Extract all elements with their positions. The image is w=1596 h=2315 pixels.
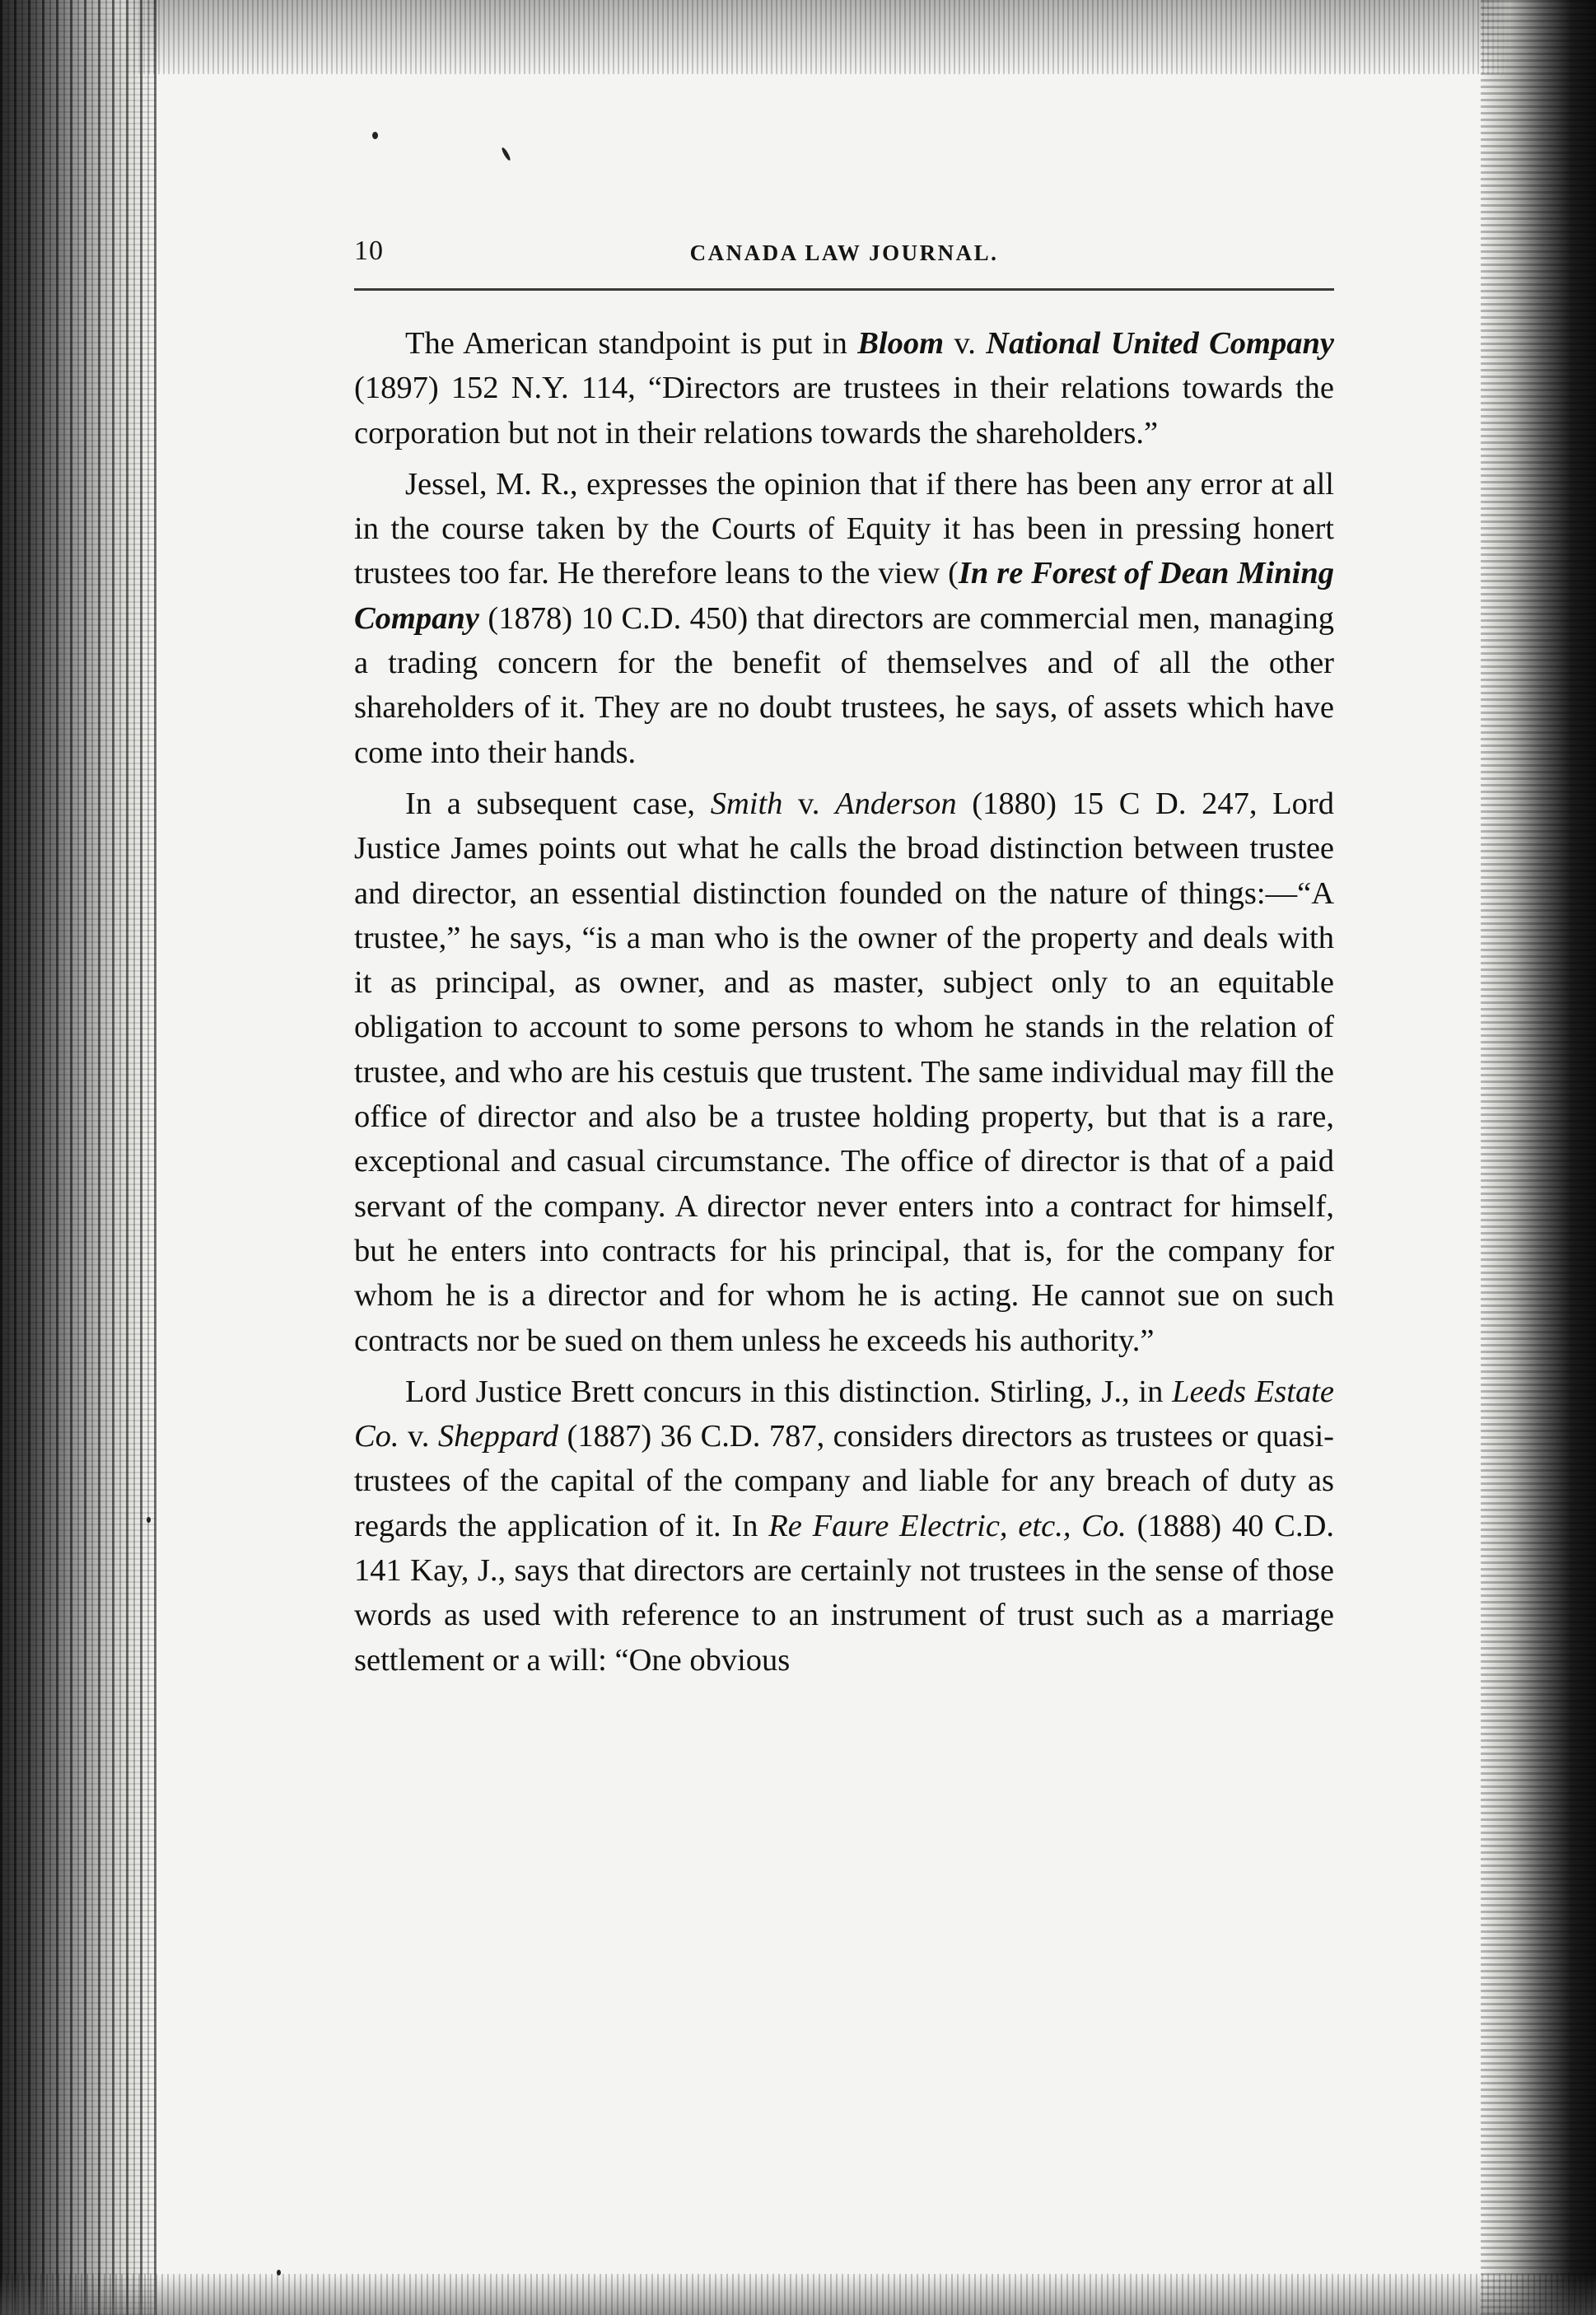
case-name-emphasis bbox=[986, 326, 1334, 361]
case-name: National United Company bbox=[986, 326, 1335, 361]
case-name: In re Forest of Dean Mining Company bbox=[354, 556, 1335, 636]
text-run: (1897) 152 N.Y. 114, “Directors are trustees in their relations towards the corporation but not in their relations towards the shareholders.” bbox=[354, 371, 1334, 450]
text-run: v. bbox=[782, 786, 836, 821]
text-run: The American standpoint is put in bbox=[405, 326, 858, 361]
text-run: Jessel, M. R., expresses the opinion that if there has been any error at all in the course taken by the Courts of Equity it has been in pressing honert trustees too far. He therefore leans to the view ( bbox=[354, 466, 1334, 591]
paragraph bbox=[354, 1370, 1334, 1683]
running-head: CANADA LAW JOURNAL. bbox=[689, 240, 999, 265]
scan-speck bbox=[277, 2270, 281, 2275]
text-run: (1888) 40 C.D. 141 Kay, J., says that directors are certainly not trustees in the sense of those words as used with reference to an instrument of trust such as a marriage settlement or a will: “One obvious bbox=[354, 1508, 1334, 1678]
text-run: (1880) 15 C D. 247, Lord Justice James points out what he calls the broad distinction between trustee and director, an essential distinction founded on the nature of things:—“A trustee,” he says, “is a man who is the owner of the property and deals with it as principal, as owner, and as master, subject only to an equitable obligation to account to some persons to whom he stands in the relation of trustee, and who are his cestuis que trustent. The same individual may fill the office of director and also be a trustee holding property, but that is a rare, exceptional and casual circumstance. The office of director is that of a paid servant of the company. A director never enters into a contract for himself, but he enters into contracts for his principal, that is, for the company for whom he is a director and for whom he is acting. He cannot sue on such contracts nor be sued on them unless he exceeds his authority.” bbox=[354, 786, 1334, 1358]
text-run: (1887) 36 C.D. 787, considers directors as trustees or quasi-trustees of the capital of the company and liable for any breach of duty as regards the application of it. In bbox=[354, 1419, 1334, 1543]
text-run: (1878) 10 C.D. 450) that directors are commercial men, managing a trading concern for the benefit of themselves and of all the other shareholders of it. They are no doubt trustees, he says, of assets which have come into their hands. bbox=[354, 600, 1334, 770]
scan-speck bbox=[372, 132, 378, 139]
case-name: Anderson bbox=[835, 786, 957, 821]
header-rule bbox=[354, 288, 1334, 291]
case-name: Bloom bbox=[857, 326, 945, 361]
paragraph bbox=[354, 321, 1334, 455]
text-run: v. bbox=[944, 326, 987, 361]
paragraph bbox=[354, 462, 1334, 775]
page-header bbox=[354, 236, 1334, 277]
scan-top-edge bbox=[0, 0, 1596, 74]
text-run: In a subsequent case, bbox=[405, 786, 711, 821]
page-number: 10 bbox=[354, 236, 384, 266]
scan-binding-right-edge bbox=[1481, 0, 1596, 2315]
case-name: Leeds Estate Co. bbox=[354, 1374, 1334, 1454]
case-name: Sheppard bbox=[437, 1419, 559, 1454]
case-name-emphasis bbox=[857, 326, 944, 361]
text-run: Lord Justice Brett concurs in this distinction. Stirling, J., in bbox=[405, 1374, 1173, 1409]
case-name: Re Faure Electric, etc., Co. bbox=[768, 1508, 1127, 1543]
scan-bottom-edge bbox=[0, 2274, 1596, 2315]
text-run: v. bbox=[399, 1419, 438, 1454]
scan-binding-left-edge bbox=[0, 0, 156, 2315]
case-name: Smith bbox=[710, 786, 783, 821]
scan-speck bbox=[501, 147, 511, 161]
body-text bbox=[354, 321, 1334, 1683]
scan-speck bbox=[147, 1517, 151, 1523]
paragraph bbox=[354, 782, 1334, 1363]
